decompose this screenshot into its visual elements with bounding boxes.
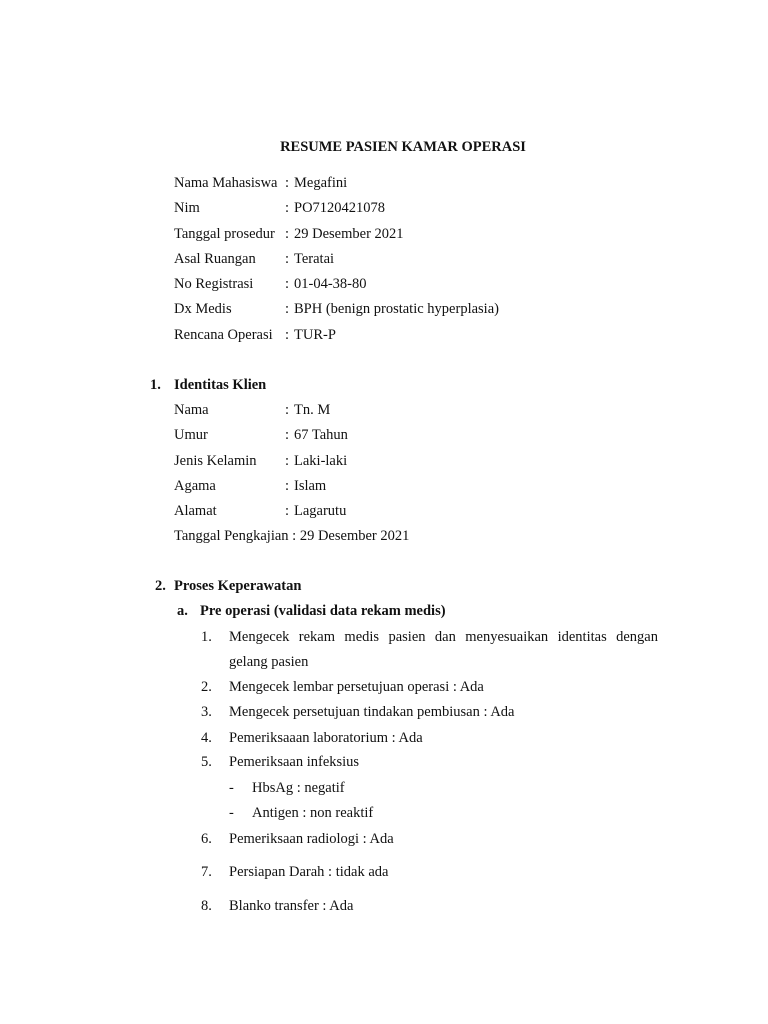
list-item-text: Mengecek lembar persetujuan operasi : Ada (229, 679, 484, 695)
field-value: Lagarutu (294, 503, 347, 519)
field-value: BPH (benign prostatic hyperplasia) (294, 301, 499, 317)
field-label: Dx Medis (174, 301, 232, 317)
field-label: Nim (174, 200, 200, 216)
section-heading: Identitas Klien (174, 377, 267, 393)
field-separator: : (285, 327, 290, 343)
list-item-number: 3. (201, 704, 212, 720)
field-separator: : (285, 251, 290, 267)
list-item-number: 1. (201, 629, 212, 645)
list-item-text: Pemeriksaan radiologi : Ada (229, 831, 394, 847)
field-value: Teratai (294, 251, 335, 267)
field-label: Umur (174, 427, 208, 443)
list-item-text: Blanko transfer : Ada (229, 898, 354, 914)
list-item-number: 5. (201, 754, 212, 770)
field-label: Agama (174, 478, 216, 494)
section-number: 2. (155, 578, 166, 594)
tanggal-pengkajian: Tanggal Pengkajian : 29 Desember 2021 (174, 528, 410, 544)
field-separator: : (285, 301, 290, 317)
subsection-letter: a. (177, 603, 188, 619)
field-label: Asal Ruangan (174, 251, 256, 267)
field-label: Jenis Kelamin (174, 453, 257, 469)
list-item-number: 6. (201, 831, 212, 847)
field-separator: : (285, 226, 290, 242)
list-item-text-continued: gelang pasien (229, 654, 309, 670)
field-value: Tn. M (294, 402, 331, 418)
field-value: Islam (294, 478, 327, 494)
list-item-text: Mengecek persetujuan tindakan pembiusan : Ada (229, 704, 515, 720)
sub-list-dash: - (229, 805, 234, 821)
sub-list-dash: - (229, 780, 234, 796)
field-value: TUR-P (294, 327, 336, 343)
field-label: Rencana Operasi (174, 327, 273, 343)
list-item-text: Mengecek rekam medis pasien dan menyesuaikan identitas dengan (229, 629, 658, 645)
field-separator: : (285, 200, 290, 216)
section-number: 1. (150, 377, 161, 393)
field-label: Nama (174, 402, 209, 418)
document-title: RESUME PASIEN KAMAR OPERASI (280, 139, 526, 155)
field-label: Tanggal prosedur (174, 226, 275, 242)
list-item-text: Pemeriksaan infeksius (229, 754, 360, 770)
field-separator: : (285, 276, 290, 292)
field-value: 01-04-38-80 (294, 276, 367, 292)
list-item-number: 7. (201, 864, 212, 880)
list-item-text: Pemeriksaaan laboratorium : Ada (229, 730, 423, 746)
field-label: No Registrasi (174, 276, 254, 292)
field-value: 29 Desember 2021 (294, 226, 404, 242)
field-separator: : (285, 402, 290, 418)
field-separator: : (285, 478, 290, 494)
list-item-number: 8. (201, 898, 212, 914)
field-value: 67 Tahun (294, 427, 348, 443)
list-item-text: Persiapan Darah : tidak ada (229, 864, 389, 880)
field-separator: : (285, 427, 290, 443)
field-value: Laki-laki (294, 453, 348, 469)
field-value: PO7120421078 (294, 200, 386, 216)
sub-list-text: HbsAg : negatif (252, 780, 345, 796)
field-label: Nama Mahasiswa (174, 175, 278, 191)
field-label: Alamat (174, 503, 217, 519)
sub-list-text: Antigen : non reaktif (252, 805, 374, 821)
list-item-number: 2. (201, 679, 212, 695)
field-separator: : (285, 175, 290, 191)
section-heading: Proses Keperawatan (174, 578, 302, 594)
field-value: Megafini (294, 175, 348, 191)
field-separator: : (285, 503, 290, 519)
list-item-number: 4. (201, 730, 212, 746)
field-separator: : (285, 453, 290, 469)
subsection-heading: Pre operasi (validasi data rekam medis) (200, 603, 446, 619)
